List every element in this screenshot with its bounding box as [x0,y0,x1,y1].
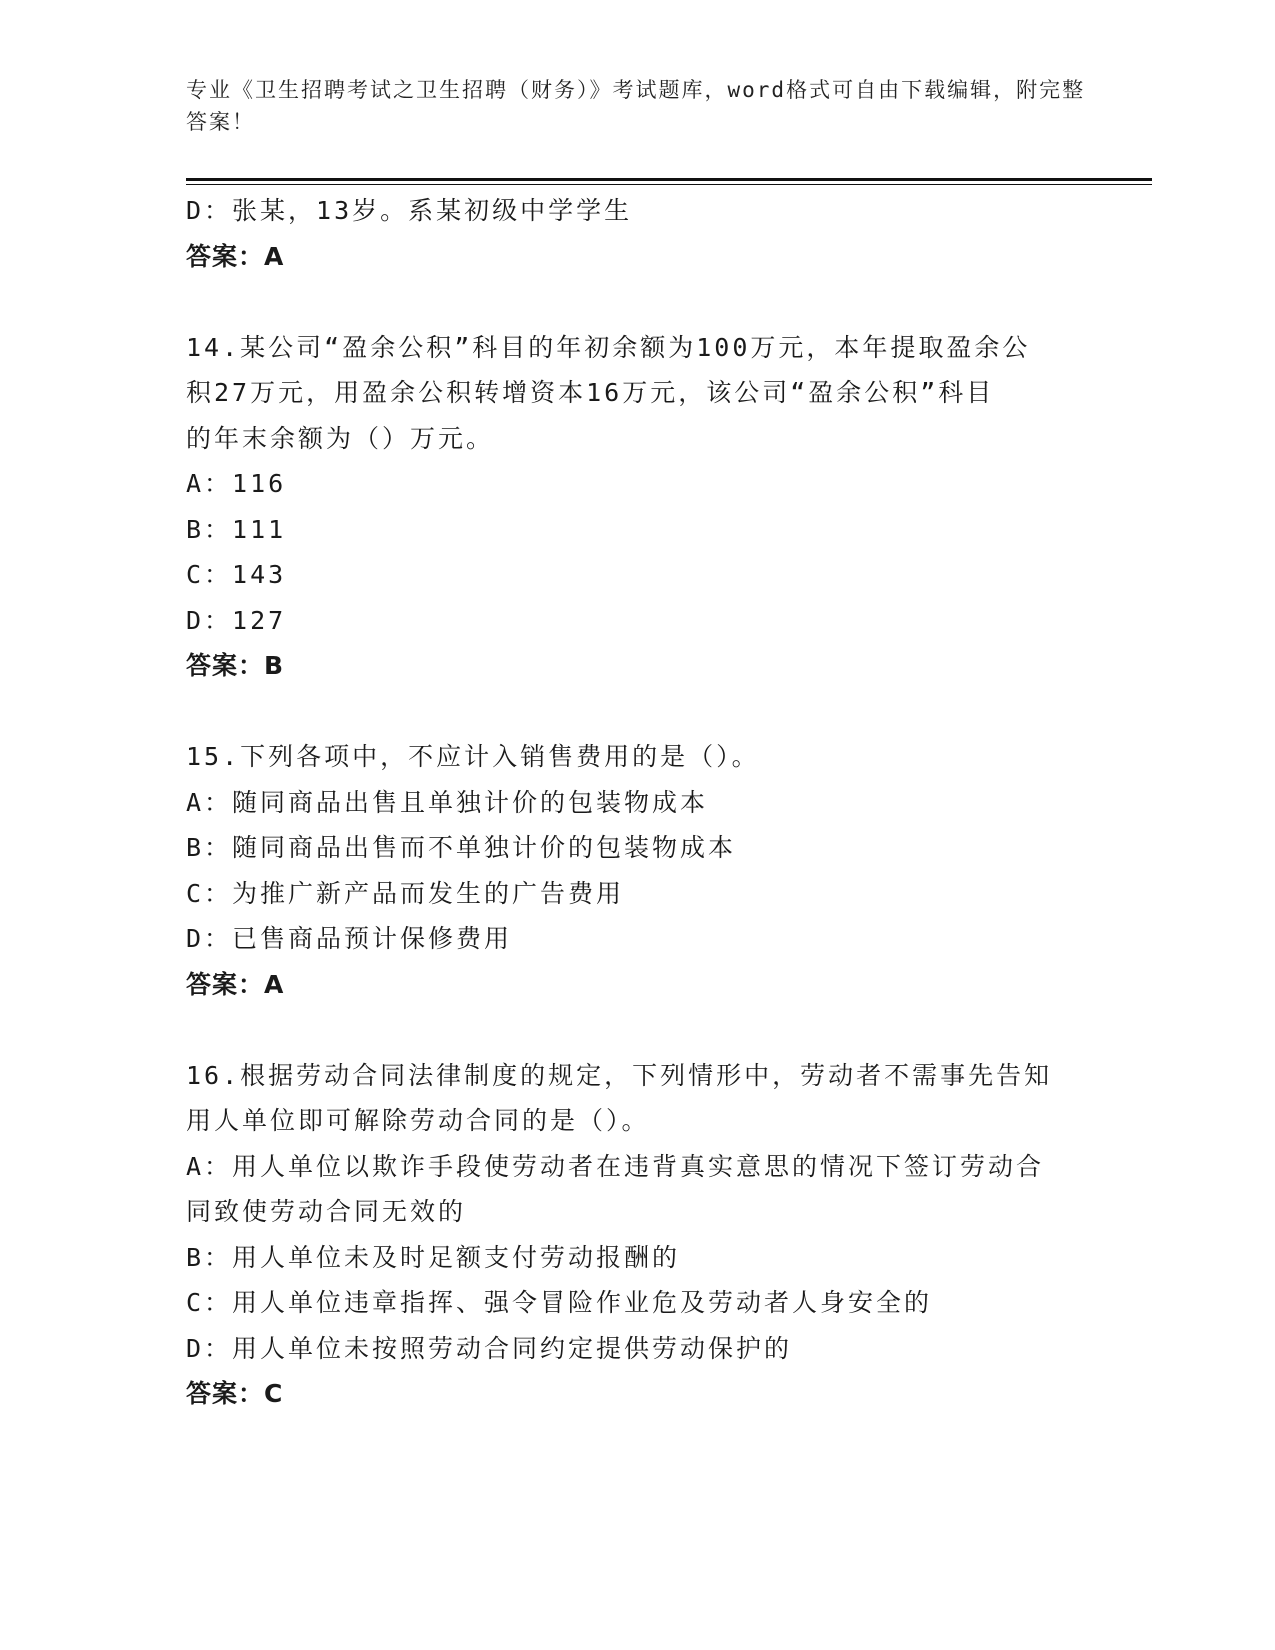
question-stem-line: 15.下列各项中，不应计入销售费用的是（）。 [186,742,760,771]
answer-label: 答案：A [186,969,285,999]
question-16 [186,1053,1086,1417]
option-d: D：127 [186,605,287,635]
answer-label: 答案：C [186,1379,284,1408]
option-d: D：张某，13岁。系某初级中学学生 [186,196,633,225]
question-content [186,188,1086,1417]
option-b: B：随同商品出售而不单独计价的包装物成本 [186,833,737,862]
header-text: 专业《卫生招聘考试之卫生招聘（财务）》考试题库，word格式可自由下载编辑，附完整答案！ [186,78,1086,134]
spacer [186,279,1086,325]
option-c: C：为推广新产品而发生的广告费用 [186,878,625,908]
document-header [186,74,1086,138]
question-stem-line: 的年末余额为（）万元。 [186,423,495,453]
option-a: A：随同商品出售且单独计价的包装物成本 [186,787,709,817]
option-a-continued: 同致使劳动合同无效的 [186,1197,467,1226]
option-c: C：143 [186,560,287,589]
option-d: D：已售商品预计保修费用 [186,924,513,953]
option-a: A：116 [186,469,287,498]
option-b: B：用人单位未及时足额支付劳动报酬的 [186,1242,681,1272]
option-c: C：用人单位违章指挥、强令冒险作业危及劳动者人身安全的 [186,1288,933,1317]
option-d: D：用人单位未按照劳动合同约定提供劳动保护的 [186,1333,793,1363]
option-a: A：用人单位以欺诈手段使劳动者在违背真实意思的情况下签订劳动合 [186,1151,1045,1181]
question-13-tail [186,188,1086,279]
question-stem-line: 16.根据劳动合同法律制度的规定，下列情形中，劳动者不需事先告知 [186,1060,1053,1090]
answer-label: 答案：B [186,651,285,680]
option-b: B：111 [186,514,287,544]
header-rule-thin [186,184,1152,185]
question-stem-line: 14.某公司“盈余公积”科目的年初余额为100万元，本年提取盈余公 [186,332,1031,362]
question-stem-line: 积27万元，用盈余公积转增资本16万元，该公司“盈余公积”科目 [186,378,995,407]
answer-label: 答案：A [186,241,285,271]
header-rule-thick [186,178,1152,181]
spacer [186,1007,1086,1053]
spacer [186,689,1086,735]
question-stem-line: 用人单位即可解除劳动合同的是（）。 [186,1106,650,1135]
question-14 [186,325,1086,689]
question-15 [186,734,1086,1007]
